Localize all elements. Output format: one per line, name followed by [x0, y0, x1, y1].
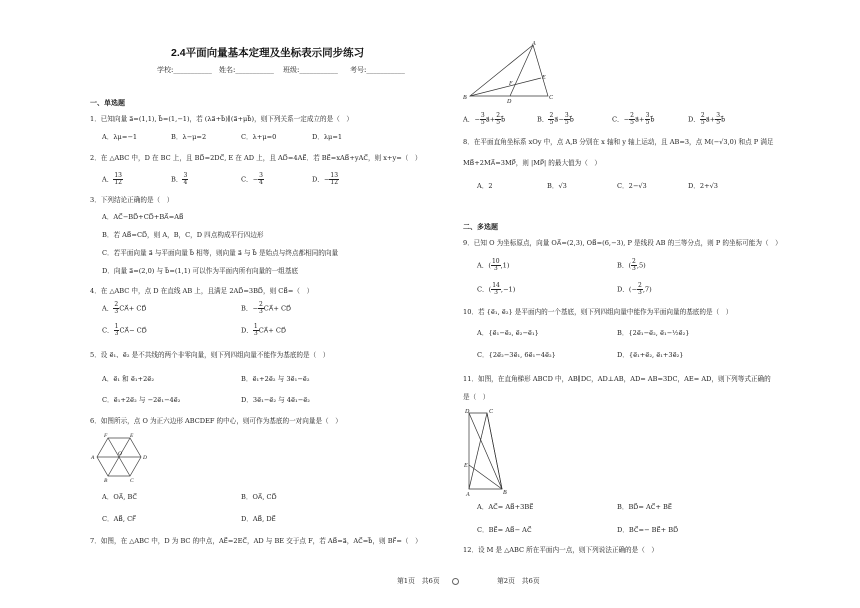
svg-text:F: F — [509, 81, 513, 87]
q9-d-rest: ,7 — [642, 285, 650, 294]
q9-option-c[interactable]: C．( $\frac{14}{3}$ ,−1) — [477, 282, 516, 296]
field-class: 班级:___________ — [283, 66, 338, 74]
field-name: 姓名:___________ — [219, 66, 274, 74]
q7-c-frac1: $\frac{2}{5}$ — [630, 112, 634, 126]
svg-text:A: A — [532, 41, 536, 47]
q12-stem: 12．设 M 是 △ABC 所在平面内一点，则下列说法正确的是（ ） — [463, 546, 659, 554]
q4-option-a[interactable] — [102, 302, 147, 315]
q1-stem: 1．已知向量 a⃗=(1,1), b⃗=(1,−1)，若 (λa⃗+b⃗)∥(a⃗+μb⃗)，则下列关系一定成立的是（ ） — [90, 115, 354, 123]
q2-stem: 2．在 △ABC 中，D 在 BC 上，且 BD⃗=2DC⃗, E 在 AD 上，且 AD⃗=4AE⃗．若 BE⃗=xAB⃗+yAC⃗，则 x+y=（ ） — [90, 154, 422, 162]
q3-option-a[interactable]: A．AC⃗−BD⃗+CD⃗+BA⃗=AB⃗ — [102, 213, 184, 221]
svg-text:A: A — [91, 455, 95, 461]
q7-option-b[interactable]: B． $\frac{2}{5}$ a⃗− $\frac{3}{5}$ b⃗ — [537, 112, 574, 126]
q2-option-c-fraction: $\frac{3}{4}$ — [259, 172, 263, 186]
q9-a-frac: $\frac{10}{3}$ — [491, 258, 500, 272]
q10-option-c[interactable]: C．{2e⃗₂−3e⃗₁, 6e⃗₁−4e⃗₂} — [477, 351, 556, 359]
svg-text:B: B — [503, 490, 507, 496]
q7-stem: 7．如图，在 △ABC 中，D 为 BC 的中点，AE⃗=2EC⃗，AD 与 BE 交于点 F，若 AB⃗=a⃗，AC⃗=b⃗，则 BF⃗=（ ） — [90, 537, 422, 545]
q4-option-d-label: D． — [241, 326, 253, 335]
svg-text:C: C — [130, 478, 134, 482]
q1-option-d[interactable]: D．λμ=1 — [312, 133, 343, 141]
q8-stem-line2: MB⃗+2MA⃗=3MP⃗，则 |MP⃗| 的最大值为（ ） — [463, 159, 602, 167]
q3-stem: 3．下列结论正确的是（ ） — [90, 196, 174, 204]
svg-text:C: C — [549, 95, 554, 101]
q7-option-d[interactable]: D． $\frac{2}{5}$ a⃗+ $\frac{3}{5}$ b⃗ — [688, 112, 726, 126]
q10-option-b[interactable]: B．{2e⃗₁−e⃗₂, e⃗₁−½e⃗₂} — [617, 329, 690, 337]
section-multiple-choice: 二、多选题 — [463, 224, 498, 231]
q5-stem: 5．设 e⃗₁、e⃗₂ 是不共线的两个非零向量，则下列四组向量不能作为基底的是（ ） — [90, 351, 330, 359]
q6-option-a[interactable]: A．OA⃗, BC⃗ — [102, 493, 138, 501]
q2-option-a-fraction: $\frac{13}{12}$ — [114, 172, 122, 186]
q3-option-b[interactable]: B．若 AB⃗=CD⃗，则 A，B，C，D 四点构成平行四边形 — [102, 231, 264, 239]
q2-option-a-label: A． — [102, 175, 114, 184]
q4-c-frac: $\frac{1}{3}$ — [114, 323, 119, 337]
q9-option-a-label: A． — [477, 261, 489, 270]
svg-text:D: D — [143, 455, 147, 461]
q2-option-c-label: C．− — [241, 175, 259, 184]
q2-option-d-fraction: $\frac{13}{12}$ — [330, 172, 339, 186]
q1-option-c[interactable]: C．λ+μ=0 — [241, 133, 277, 141]
q2-option-d[interactable] — [312, 173, 339, 186]
hexagon-figure — [90, 432, 150, 482]
q4-option-c[interactable] — [102, 324, 147, 337]
q9-c-frac: $\frac{14}{3}$ — [492, 282, 500, 296]
binding-ring-icon — [452, 578, 459, 585]
q11-option-d[interactable]: D．BC⃗=− BE⃗+ BD⃗ — [617, 526, 679, 534]
q2-option-c[interactable] — [241, 173, 264, 186]
q4-option-a-term: CA⃗+ CD⃗ — [119, 304, 147, 313]
page-title: 2.4平面向量基本定理及坐标表示同步练习 — [171, 47, 365, 59]
svg-text:O: O — [118, 451, 122, 457]
q9-option-b-label: B． — [617, 261, 629, 270]
q7-option-c-label: C．− — [612, 115, 630, 124]
q7-option-a[interactable]: A．− $\frac{3}{5}$ a⃗+ $\frac{2}{5}$ b⃗ — [463, 112, 506, 126]
q10-stem: 10．若 {e⃗₁, e⃗₂} 是平面内的一个基底，则下列四组向量中能作为平面向量的基底的是（ ） — [463, 308, 733, 316]
q7-a-frac2: $\frac{2}{5}$ — [496, 112, 501, 126]
q1-option-a[interactable]: A．λμ=−1 — [102, 133, 138, 141]
q3-option-c[interactable]: C．若平面向量 a⃗ 与平面向量 b⃗ 相等，则向量 a⃗ 与 b⃗ 是始点与终点都相同的向量 — [102, 249, 339, 257]
q4-b-frac: $\frac{2}{3}$ — [258, 301, 263, 315]
right-page-footer: 第2页 共6页 — [497, 577, 540, 585]
q4-a-frac: $\frac{2}{3}$ — [114, 301, 119, 315]
q6-stem: 6．如图所示，点 O 为正六边形 ABCDEF 的中心，则可作为基底的一对向量是（ ） — [90, 417, 342, 425]
q9-option-d-label: D． — [617, 285, 629, 294]
q4-option-b-label: B．− — [241, 304, 258, 313]
q5-option-b[interactable]: B．e⃗₁+2e⃗₂ 与 3e⃗₁−e⃗₂ — [241, 375, 310, 383]
triangle-figure — [460, 40, 560, 104]
q7-d-frac1: $\frac{2}{5}$ — [700, 112, 705, 126]
q7-option-b-label: B． — [537, 115, 549, 124]
q11-stem: 11．如图，在直角梯形 ABCD 中，AB∥DC，AD⊥AB，AD= AB=3DC，AE= AD，则下列等式正确的 — [463, 375, 771, 383]
q6-option-c[interactable]: C．AB⃗, CF⃗ — [102, 515, 136, 523]
q10-option-a[interactable]: A．{e⃗₁−e⃗₂, e⃗₂−e⃗₁} — [477, 329, 539, 337]
left-page-footer: 第1页 共6页 — [397, 577, 440, 585]
q7-d-frac2: $\frac{3}{5}$ — [716, 112, 721, 126]
field-exam-no: 考号:___________ — [350, 66, 405, 74]
q4-option-a-label: A． — [102, 304, 114, 313]
q9-b-frac: $\frac{2}{3}$ — [632, 258, 636, 272]
q10-option-d[interactable]: D．{e⃗₁+e⃗₂, e⃗₁+3e⃗₂} — [617, 351, 684, 359]
svg-text:E: E — [464, 463, 468, 469]
q8-option-d[interactable]: D．2+√3 — [688, 182, 718, 190]
svg-text:B: B — [104, 478, 108, 482]
q7-option-c[interactable]: C．− $\frac{2}{5}$ a⃗+ $\frac{3}{5}$ b⃗ — [612, 112, 655, 126]
q7-option-d-label: D． — [688, 115, 700, 124]
q9-a-rest: ,1 — [500, 261, 507, 270]
q7-a-frac1: $\frac{3}{5}$ — [480, 112, 485, 126]
q3-option-d[interactable]: D．向量 a⃗=(2,0) 与 b⃗=(1,1) 可以作为平面内所有向量的一组基底 — [102, 267, 299, 275]
svg-text:E: E — [130, 433, 134, 439]
q4-option-d[interactable] — [241, 324, 286, 337]
q7-b-frac1: $\frac{2}{5}$ — [549, 112, 554, 126]
svg-text:D: D — [465, 409, 470, 415]
svg-text:F: F — [104, 433, 108, 439]
q4-option-c-label: C． — [102, 326, 114, 335]
q11-option-b[interactable]: B．BD⃗= AC⃗+ BE⃗ — [617, 503, 672, 511]
q8-option-c[interactable]: C．2−√3 — [617, 182, 647, 190]
q4-option-c-term: CA⃗− CD⃗ — [119, 326, 147, 335]
q1-option-b[interactable]: B．λ−μ=2 — [171, 133, 207, 141]
q11-option-c[interactable]: C．BE⃗= AB⃗− AC⃗ — [477, 526, 532, 534]
q2-option-b[interactable] — [171, 173, 188, 186]
field-school: 学校:___________ — [157, 66, 212, 74]
q2-option-b-fraction: $\frac{3}{4}$ — [183, 172, 188, 186]
q9-option-b[interactable]: B．( $\frac{2}{3}$ ,5) — [617, 258, 646, 272]
q4-option-b[interactable] — [241, 302, 291, 315]
q4-option-b-term: CA⃗+ CD⃗ — [263, 304, 292, 313]
q2-option-a[interactable] — [102, 173, 123, 186]
q7-option-a-label: A．− — [463, 115, 480, 124]
q9-option-d[interactable]: D．(− $\frac{2}{3}$ ,7) — [617, 282, 652, 296]
q8-option-b[interactable]: B．√3 — [547, 182, 567, 190]
svg-text:C: C — [489, 409, 494, 415]
q4-option-d-term: CA⃗+ CD⃗ — [258, 326, 287, 335]
q7-b-frac2: $\frac{3}{5}$ — [564, 112, 569, 126]
svg-text:D: D — [507, 99, 512, 104]
svg-text:E: E — [542, 75, 546, 81]
q9-stem: 9．已知 O 为坐标原点，向量 OA⃗=(2,3), OB⃗=(6,−3), P 是线段 AB 的三等分点，则 P 的坐标可能为（ ） — [463, 239, 782, 247]
q8-stem: 8．在平面直角坐标系 xOy 中，点 A,B 分别在 x 轴和 y 轴上运动，且 AB=3，点 M(−√3,0) 和点 P 满足 — [463, 138, 774, 146]
q9-c-rest: ,−1 — [500, 285, 513, 294]
section-single-choice: 一、单选题 — [90, 100, 125, 107]
q9-b-rest: ,5 — [636, 261, 644, 270]
svg-text:B: B — [463, 95, 467, 101]
q9-d-frac: $\frac{2}{3}$ — [638, 282, 642, 296]
q4-stem: 4．在 △ABC 中，点 D 在直线 AB 上，且满足 2AD⃗=3BD⃗，则 CB⃗=（ ） — [90, 287, 314, 295]
q9-option-c-label: C． — [477, 285, 489, 294]
q2-option-b-label: B． — [171, 175, 183, 184]
q11-option-a[interactable]: A．AC⃗= AB⃗+3BE⃗ — [477, 503, 534, 511]
q6-option-b[interactable]: B．OA⃗, CD⃗ — [241, 493, 277, 501]
trapezoid-figure — [460, 405, 510, 497]
q9-option-a[interactable]: A．( $\frac{10}{3}$ ,1) — [477, 258, 510, 272]
q5-option-d[interactable]: D．3e⃗₁−e⃗₂ 与 4e⃗₁−e⃗₂ — [241, 396, 310, 404]
q5-option-c[interactable]: C．e⃗₁+2e⃗₂ 与 −2e⃗₁−4e⃗₂ — [102, 396, 181, 404]
q11-stem-line2: 是（ ） — [463, 393, 490, 401]
svg-text:A: A — [466, 492, 470, 497]
q6-option-d[interactable]: D．AB⃗, DE⃗ — [241, 515, 276, 523]
q4-d-frac: $\frac{1}{3}$ — [253, 323, 258, 337]
q5-option-a[interactable]: A．e⃗₁ 和 e⃗₁+2e⃗₂ — [102, 375, 154, 383]
q7-c-frac2: $\frac{3}{5}$ — [645, 112, 650, 126]
q2-option-d-label: D．− — [312, 175, 330, 184]
q8-option-a[interactable]: A．2 — [477, 182, 493, 190]
